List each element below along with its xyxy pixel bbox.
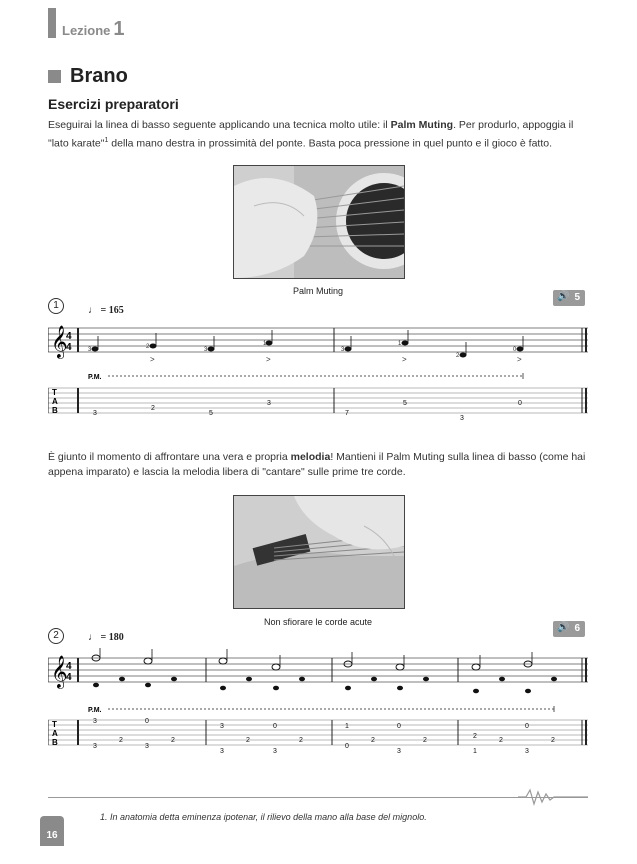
- svg-text:4: 4: [66, 342, 72, 353]
- svg-text:2: 2: [456, 353, 460, 359]
- svg-text:T: T: [52, 388, 57, 397]
- svg-text:>: >: [150, 355, 155, 364]
- svg-text:P.M.: P.M.: [88, 374, 102, 381]
- svg-text:3: 3: [220, 748, 224, 755]
- svg-text:>: >: [266, 355, 271, 364]
- svg-text:0: 0: [145, 718, 149, 725]
- note: [402, 341, 409, 346]
- section-title: Brano: [70, 65, 128, 87]
- note: [345, 347, 352, 352]
- photo1-caption: Palm Muting: [292, 286, 344, 296]
- svg-text:3: 3: [93, 718, 97, 725]
- svg-text:3: 3: [460, 415, 464, 422]
- exercise1-number: 1: [48, 298, 64, 314]
- treble-clef-icon: 𝄞: [51, 655, 68, 688]
- svg-text:2: 2: [299, 737, 303, 744]
- svg-text:T: T: [52, 720, 57, 729]
- svg-text:2: 2: [119, 737, 123, 744]
- svg-text:B: B: [52, 406, 58, 415]
- intro-paragraph: Eseguirai la linea di basso seguente applicando una tecnica molto utile: il Palm Muting. Per produrlo, appoggia il "lato karate"$^1$ della mano destra in prossimità del ponte. Basta poca pressione in quel punto e il gioco è fatto.: [48, 119, 574, 150]
- section-subtitle: Esercizi preparatori: [48, 96, 179, 112]
- section-square-icon: [48, 70, 61, 83]
- svg-text:3: 3: [397, 748, 401, 755]
- svg-text:3: 3: [220, 723, 224, 730]
- svg-text:3: 3: [204, 347, 208, 353]
- svg-text:2: 2: [499, 737, 503, 744]
- lesson-label: Lezione 1: [62, 18, 125, 40]
- svg-text:0: 0: [513, 347, 517, 353]
- exercise1-tempo: ♩ = 165: [88, 305, 124, 316]
- waveform-icon: [518, 788, 588, 806]
- svg-text:5: 5: [209, 410, 213, 417]
- exercise2-score: [48, 648, 588, 758]
- audio-track-6-button[interactable]: 🔊 6: [553, 621, 585, 637]
- svg-text:4: 4: [66, 661, 72, 672]
- svg-text:3: 3: [341, 347, 345, 353]
- svg-text:2: 2: [551, 737, 555, 744]
- svg-text:2: 2: [371, 737, 375, 744]
- svg-text:3: 3: [93, 743, 97, 750]
- svg-text:3: 3: [93, 410, 97, 417]
- svg-text:4: 4: [66, 331, 72, 342]
- svg-text:0: 0: [525, 723, 529, 730]
- exercise1-score: [48, 318, 588, 423]
- svg-text:7: 7: [345, 410, 349, 417]
- page-number: 16: [40, 816, 64, 846]
- svg-text:2: 2: [171, 737, 175, 744]
- svg-text:4: 4: [66, 672, 72, 683]
- speaker-icon: 🔊: [557, 291, 570, 302]
- svg-text:B: B: [52, 738, 58, 747]
- svg-text:>: >: [402, 355, 407, 364]
- svg-text:2: 2: [246, 737, 250, 744]
- footnote: 1. In anatomia detta eminenza ipotenar, il rilievo della mano alla base del mignolo.: [100, 812, 427, 822]
- melody-paragraph: È giunto il momento di affrontare una vera e propria melodia! Mantieni il Palm Muting sulla linea di basso (come hai appena imparato) e lascia la melodia libera di "cantare" sulle prime tre corde.: [48, 451, 586, 478]
- svg-text:1: 1: [263, 341, 267, 347]
- svg-text:0: 0: [518, 400, 522, 407]
- svg-text:3: 3: [88, 347, 92, 353]
- svg-text:5: 5: [403, 400, 407, 407]
- note: [150, 344, 157, 349]
- note: [460, 353, 467, 358]
- footer-divider: [48, 797, 588, 798]
- palm-muting-photo: [233, 165, 405, 279]
- note: [266, 341, 273, 346]
- svg-text:0: 0: [273, 723, 277, 730]
- svg-text:2: 2: [146, 344, 150, 350]
- svg-text:1: 1: [345, 723, 349, 730]
- exercise2-number: 2: [48, 628, 64, 644]
- photo2-caption: Non sfiorare le corde acute: [263, 617, 373, 627]
- note: [92, 347, 99, 352]
- svg-text:A: A: [52, 729, 58, 738]
- svg-text:>: >: [517, 355, 522, 364]
- lesson-marker-bar: [48, 8, 56, 38]
- speaker-icon: 🔊: [557, 622, 570, 633]
- svg-text:2: 2: [151, 405, 155, 412]
- svg-text:0: 0: [397, 723, 401, 730]
- svg-text:P.M.: P.M.: [88, 707, 102, 714]
- svg-text:3: 3: [267, 400, 271, 407]
- note: [208, 347, 215, 352]
- svg-text:1: 1: [398, 341, 402, 347]
- svg-text:3: 3: [273, 748, 277, 755]
- note: [517, 347, 524, 352]
- treble-clef-icon: 𝄞: [51, 325, 68, 358]
- mute-strings-photo: [233, 495, 405, 609]
- svg-text:2: 2: [473, 733, 477, 740]
- svg-text:A: A: [52, 397, 58, 406]
- exercise2-tempo: ♩ = 180: [88, 632, 124, 643]
- svg-text:1: 1: [473, 748, 477, 755]
- svg-text:3: 3: [145, 743, 149, 750]
- audio-track-5-button[interactable]: 🔊 5: [553, 290, 585, 306]
- svg-text:0: 0: [345, 743, 349, 750]
- svg-text:3: 3: [525, 748, 529, 755]
- svg-text:2: 2: [423, 737, 427, 744]
